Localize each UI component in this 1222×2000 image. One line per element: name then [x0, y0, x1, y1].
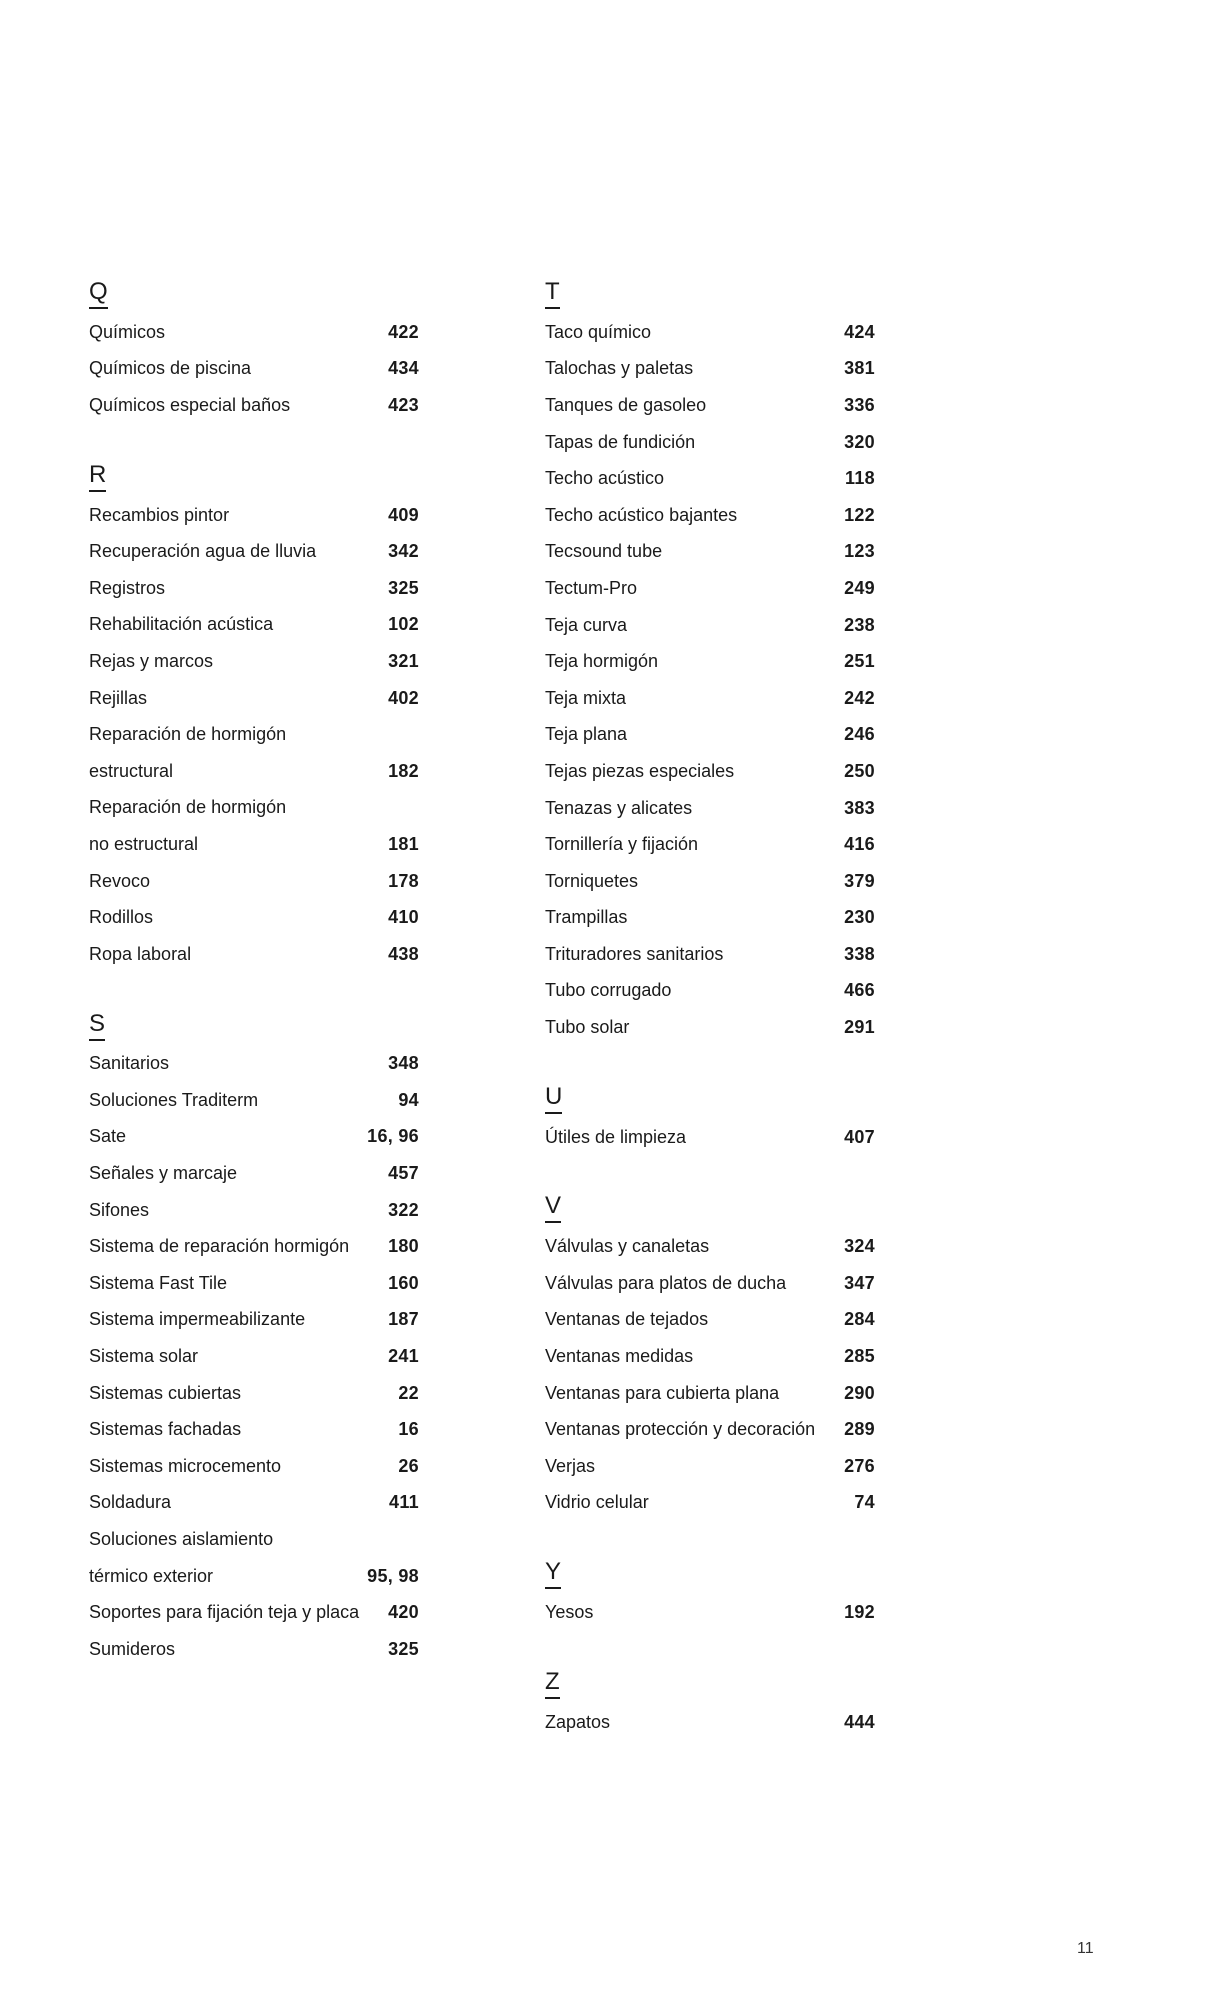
entry-page-number: 276: [844, 1455, 875, 1476]
entry-page-number: 434: [388, 358, 419, 379]
index-entry: [89, 1411, 419, 1448]
entry-label: Teja hormigón: [545, 651, 659, 672]
index-entry: [89, 643, 419, 680]
entry-page-number: 457: [388, 1163, 419, 1184]
index-entry: [89, 1594, 419, 1631]
index-column-right: [545, 278, 875, 1740]
entry-page-number: 466: [844, 980, 875, 1001]
entry-label: Tejas piezas especiales: [545, 760, 735, 781]
index-entry: [89, 863, 419, 900]
entry-label: Rejillas: [89, 687, 148, 708]
entry-page-number: 320: [844, 431, 875, 452]
index-section: [545, 1668, 875, 1741]
index-entry: [545, 314, 875, 351]
entry-page-number: 321: [388, 650, 419, 671]
entry-page-number: 246: [844, 724, 875, 745]
entry-label: Rehabilitación acústica: [89, 614, 274, 635]
entry-page-number: 180: [388, 1236, 419, 1257]
entry-page-number: 249: [844, 577, 875, 598]
index-section: [89, 278, 419, 424]
entry-label: Ventanas protección y decoración: [545, 1419, 816, 1440]
entry-label: Sistemas microcemento: [89, 1455, 282, 1476]
entry-label: Útiles de limpieza: [545, 1126, 687, 1147]
index-entry: [89, 570, 419, 607]
entry-label: estructural: [89, 760, 174, 781]
entry-page-number: 422: [388, 321, 419, 342]
entry-label: Tenazas y alicates: [545, 797, 693, 818]
entry-page-number: 160: [388, 1272, 419, 1293]
entry-label: Rodillos: [89, 907, 154, 928]
section-letter-heading: V: [545, 1192, 561, 1223]
entry-label: Sumideros: [89, 1638, 176, 1659]
section-letter-heading: Q: [89, 278, 108, 309]
entry-label: Recambios pintor: [89, 504, 230, 525]
entry-page-number: 410: [388, 907, 419, 928]
entry-page-number: 94: [398, 1089, 419, 1110]
index-entry: [89, 1082, 419, 1119]
index-entry: [89, 1375, 419, 1412]
index-entry: [545, 534, 875, 571]
index-entry: [545, 717, 875, 754]
index-entry: [89, 1558, 419, 1595]
index-entry: [545, 863, 875, 900]
entry-label: Ventanas de tejados: [545, 1309, 709, 1330]
index-entry: [545, 1228, 875, 1265]
index-section: [89, 461, 419, 973]
entry-label: Trituradores sanitarios: [545, 943, 724, 964]
index-entry: [89, 1119, 419, 1156]
index-entry: [545, 1009, 875, 1046]
index-entry: [89, 1046, 419, 1083]
entry-label: Soldadura: [89, 1492, 172, 1513]
index-entry: [89, 716, 419, 753]
entry-page-number: 416: [844, 834, 875, 855]
entry-page-number: 74: [854, 1492, 875, 1513]
index-entry: [545, 936, 875, 973]
entry-page-number: 379: [844, 870, 875, 891]
entry-page-number: 383: [844, 797, 875, 818]
entry-label: Sanitarios: [89, 1053, 170, 1074]
entry-page-number: 420: [388, 1602, 419, 1623]
entry-page-number: 381: [844, 358, 875, 379]
entry-page-number: 118: [845, 468, 875, 489]
section-letter-heading: S: [89, 1010, 105, 1041]
section-letter-heading: R: [89, 461, 106, 492]
entry-page-number: 192: [844, 1602, 875, 1623]
index-entry: [545, 424, 875, 461]
entry-page-number: 322: [388, 1199, 419, 1220]
entry-label: Torniquetes: [545, 870, 639, 891]
entry-label: Reparación de hormigón: [89, 724, 287, 745]
index-entry: [545, 1411, 875, 1448]
entry-page-number: 424: [844, 321, 875, 342]
entry-label: Químicos de piscina: [89, 358, 252, 379]
entry-page-number: 181: [388, 833, 419, 854]
index-entry: [545, 1594, 875, 1631]
entry-page-number: 407: [844, 1126, 875, 1147]
entry-page-number: 238: [844, 614, 875, 635]
index-entry: [89, 1485, 419, 1522]
entry-page-number: 291: [844, 1017, 875, 1038]
section-letter-heading: T: [545, 278, 560, 309]
entry-page-number: 342: [388, 541, 419, 562]
entry-label: Teja curva: [545, 614, 628, 635]
index-entry: [89, 790, 419, 827]
index-entry: [545, 643, 875, 680]
section-letter-heading: U: [545, 1083, 562, 1114]
index-entry: [545, 387, 875, 424]
index-entry: [89, 1631, 419, 1668]
entry-label: Químicos: [89, 321, 166, 342]
index-entry: [545, 460, 875, 497]
entry-page-number: 324: [844, 1236, 875, 1257]
entry-page-number: 402: [388, 687, 419, 708]
entry-page-number: 182: [388, 760, 419, 781]
entry-label: Sistema de reparación hormigón: [89, 1236, 350, 1257]
entry-page-number: 438: [388, 943, 419, 964]
entry-label: Tecsound tube: [545, 541, 663, 562]
entry-label: Teja mixta: [545, 687, 627, 708]
entry-label: Tubo solar: [545, 1017, 630, 1038]
entry-page-number: 250: [844, 760, 875, 781]
index-entry: [89, 826, 419, 863]
page-number: 11: [1077, 1940, 1094, 1957]
entry-label: Soluciones Traditerm: [89, 1089, 259, 1110]
entry-page-number: 325: [388, 1638, 419, 1659]
entry-label: Válvulas y canaletas: [545, 1236, 710, 1257]
index-entry: [545, 1375, 875, 1412]
entry-page-number: 102: [388, 614, 419, 635]
index-entry: [89, 314, 419, 351]
index-entry: [545, 1704, 875, 1741]
index-entry: [545, 607, 875, 644]
index-entry: [89, 1192, 419, 1229]
entry-label: Sate: [89, 1126, 127, 1147]
entry-label: Tapas de fundición: [545, 431, 696, 452]
entry-page-number: 26: [398, 1455, 419, 1476]
entry-label: Químicos especial baños: [89, 394, 291, 415]
index-section: [545, 1192, 875, 1521]
index-entry: [89, 753, 419, 790]
entry-page-number: 178: [388, 870, 419, 891]
index-section: [89, 1010, 419, 1668]
index-entry: [545, 680, 875, 717]
entry-label: Revoco: [89, 870, 151, 891]
index-entry: [545, 497, 875, 534]
index-entry: [89, 680, 419, 717]
entry-label: Sifones: [89, 1199, 150, 1220]
index-entry: [89, 899, 419, 936]
index-entry: [89, 1155, 419, 1192]
entry-page-number: 242: [844, 687, 875, 708]
section-letter-heading: Y: [545, 1558, 561, 1589]
entry-page-number: 423: [388, 394, 419, 415]
entry-label: Señales y marcaje: [89, 1163, 238, 1184]
index-entry: [89, 387, 419, 424]
index-entry: [89, 351, 419, 388]
entry-page-number: 16, 96: [367, 1126, 419, 1147]
index-section: [545, 278, 875, 1046]
index-entry: [89, 1228, 419, 1265]
entry-label: Zapatos: [545, 1711, 611, 1732]
entry-label: Ventanas para cubierta plana: [545, 1382, 780, 1403]
entry-label: Sistemas fachadas: [89, 1419, 242, 1440]
entry-label: Válvulas para platos de ducha: [545, 1272, 787, 1293]
entry-label: Talochas y paletas: [545, 358, 694, 379]
entry-label: Yesos: [545, 1602, 594, 1623]
index-entry: [545, 900, 875, 937]
entry-label: Sistemas cubiertas: [89, 1382, 242, 1403]
index-entry: [89, 1338, 419, 1375]
entry-page-number: 16: [398, 1419, 419, 1440]
entry-label: Techo acústico: [545, 468, 665, 489]
entry-label: Sistema solar: [89, 1346, 199, 1367]
entry-page-number: 285: [844, 1346, 875, 1367]
index-entry: [89, 1448, 419, 1485]
section-letter-heading: Z: [545, 1668, 560, 1699]
entry-label: Tectum-Pro: [545, 577, 638, 598]
index-section: [545, 1558, 875, 1631]
entry-page-number: 187: [388, 1309, 419, 1330]
entry-page-number: 411: [389, 1492, 419, 1513]
index-entry: [545, 570, 875, 607]
index-entry: [545, 1338, 875, 1375]
entry-label: Soportes para fijación teja y placa: [89, 1602, 360, 1623]
entry-label: Tubo corrugado: [545, 980, 672, 1001]
entry-label: Taco químico: [545, 321, 652, 342]
entry-page-number: 289: [844, 1419, 875, 1440]
entry-page-number: 284: [844, 1309, 875, 1330]
index-entry: [89, 1265, 419, 1302]
index-entry: [545, 753, 875, 790]
entry-page-number: 336: [844, 394, 875, 415]
entry-label: Tornillería y fijación: [545, 834, 699, 855]
entry-label: Techo acústico bajantes: [545, 504, 738, 525]
entry-page-number: 251: [844, 651, 875, 672]
index-entry: [545, 351, 875, 388]
entry-page-number: 347: [844, 1272, 875, 1293]
entry-label: Soluciones aislamiento: [89, 1529, 274, 1550]
index-section: [545, 1083, 875, 1156]
entry-page-number: 122: [844, 504, 875, 525]
entry-page-number: 230: [844, 907, 875, 928]
entry-label: Sistema impermeabilizante: [89, 1309, 306, 1330]
entry-label: Registros: [89, 577, 166, 598]
entry-page-number: 444: [844, 1711, 875, 1732]
entry-label: Recuperación agua de lluvia: [89, 541, 317, 562]
entry-label: Sistema Fast Tile: [89, 1272, 228, 1293]
entry-page-number: 348: [388, 1053, 419, 1074]
entry-page-number: 241: [388, 1346, 419, 1367]
index-entry: [89, 936, 419, 973]
entry-label: Reparación de hormigón: [89, 797, 287, 818]
entry-page-number: 290: [844, 1382, 875, 1403]
entry-label: Trampillas: [545, 907, 628, 928]
entry-page-number: 409: [388, 504, 419, 525]
index-entry: [545, 790, 875, 827]
entry-page-number: 325: [388, 577, 419, 598]
entry-label: no estructural: [89, 833, 199, 854]
index-entry: [89, 1521, 419, 1558]
entry-label: térmico exterior: [89, 1565, 214, 1586]
index-column-left: [89, 278, 419, 1668]
index-entry: [545, 1119, 875, 1156]
entry-label: Verjas: [545, 1455, 596, 1476]
entry-page-number: 123: [844, 541, 875, 562]
index-entry: [545, 973, 875, 1010]
index-entry: [545, 1265, 875, 1302]
index-entry: [545, 1448, 875, 1485]
entry-label: Ropa laboral: [89, 943, 192, 964]
entry-label: Tanques de gasoleo: [545, 394, 707, 415]
index-entry: [89, 607, 419, 644]
entry-label: Ventanas medidas: [545, 1346, 694, 1367]
index-entry: [545, 826, 875, 863]
entry-label: Teja plana: [545, 724, 628, 745]
entry-page-number: 338: [844, 943, 875, 964]
index-entry: [545, 1485, 875, 1522]
entry-label: Rejas y marcos: [89, 650, 214, 671]
index-entry: [89, 533, 419, 570]
entry-label: Vidrio celular: [545, 1492, 649, 1513]
index-entry: [89, 497, 419, 534]
entry-page-number: 22: [398, 1382, 419, 1403]
entry-page-number: 95, 98: [367, 1565, 419, 1586]
index-entry: [545, 1302, 875, 1339]
index-entry: [89, 1302, 419, 1339]
